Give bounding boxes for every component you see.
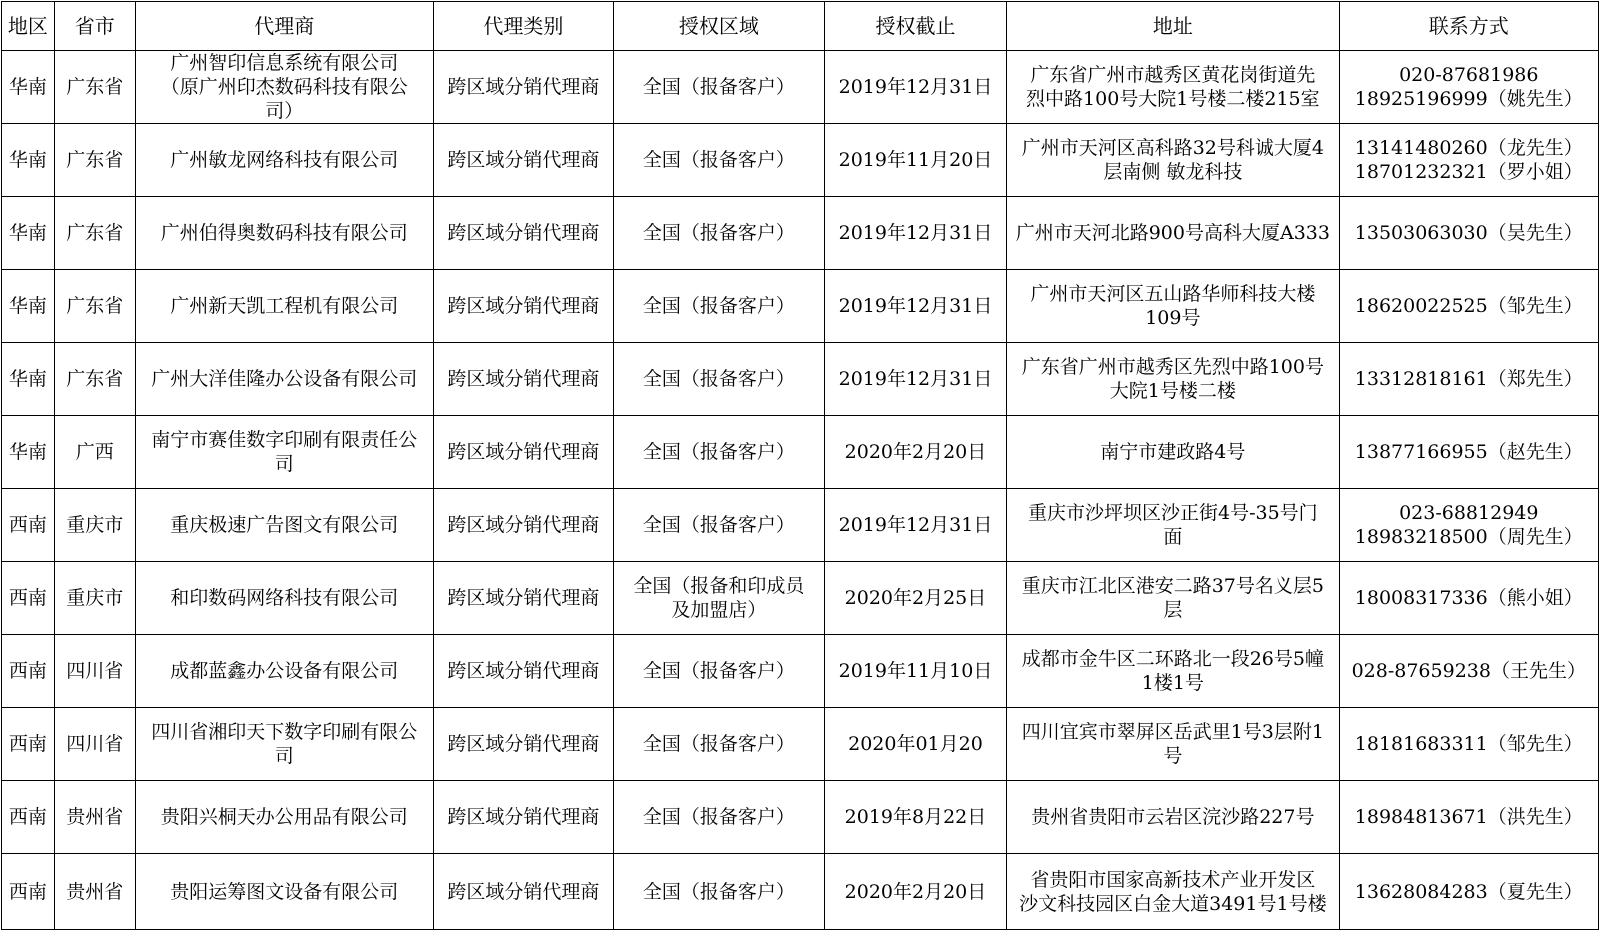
cell-province: 重庆市	[54, 562, 135, 635]
cell-address	[1007, 197, 1339, 270]
cell-authorized-area	[614, 197, 825, 270]
cell-authorized-area	[614, 854, 825, 930]
cell-province: 广东省	[54, 343, 135, 416]
table-row	[2, 416, 1599, 489]
cell-agent-line: 贵阳运筹图文设备有限公司	[170, 880, 399, 903]
cell-deadline: 2020年2月25日	[824, 562, 1006, 635]
cell-authorized-area-line: 全国（报备客户）	[642, 441, 795, 463]
cell-province: 四川省	[54, 708, 135, 781]
cell-address-line: 号	[1163, 745, 1183, 767]
cell-address-line: 沙文科技园区白金大道3491号1号楼	[1019, 892, 1327, 915]
cell-contact	[1339, 781, 1598, 854]
table-row	[2, 270, 1599, 343]
cell-authorized-area-line: 全国（报备客户）	[642, 660, 795, 682]
table-row	[2, 343, 1599, 416]
cell-authorized-area-line: 全国（报备客户）	[642, 514, 795, 536]
cell-deadline: 2020年2月20日	[824, 854, 1006, 930]
cell-deadline: 2020年01月20	[824, 708, 1006, 781]
cell-agent-type: 跨区域分销代理商	[433, 197, 613, 270]
cell-address-line: 广东省广州市越秀区黄花岗街道先	[1030, 64, 1316, 86]
cell-region: 西南	[2, 489, 55, 562]
cell-deadline: 2019年8月22日	[824, 781, 1006, 854]
cell-address-line: 大院1号楼二楼	[1109, 380, 1236, 402]
table-row	[2, 562, 1599, 635]
agent-table	[1, 1, 1599, 930]
table-row	[2, 854, 1599, 930]
cell-deadline: 2019年12月31日	[824, 343, 1006, 416]
cell-contact-line: 13141480260（龙先生）	[1354, 137, 1583, 159]
cell-address-line: 烈中路100号大院1号楼二楼215室	[1026, 88, 1320, 110]
cell-province: 广东省	[54, 51, 135, 124]
cell-contact-line: 18984813671（洪先生）	[1354, 806, 1583, 828]
cell-agent-line: 司	[274, 745, 294, 767]
table-body	[2, 51, 1599, 930]
cell-agent	[135, 635, 433, 708]
table-row	[2, 635, 1599, 708]
cell-agent-type: 跨区域分销代理商	[433, 489, 613, 562]
cell-agent	[135, 562, 433, 635]
cell-authorized-area	[614, 343, 825, 416]
header-deadline: 授权截止	[824, 2, 1006, 51]
cell-address-line: 广州市天河北路900号高科大厦A333	[1015, 222, 1330, 244]
cell-authorized-area-line: 全国（报备客户）	[642, 149, 795, 171]
cell-authorized-area	[614, 124, 825, 197]
cell-contact	[1339, 343, 1598, 416]
cell-region: 华南	[2, 416, 55, 489]
cell-address-line: 四川宜宾市翠屏区岳武里1号3层附1	[1021, 721, 1324, 743]
header-authorized-area: 授权区域	[614, 2, 825, 51]
table-row	[2, 197, 1599, 270]
cell-province: 重庆市	[54, 489, 135, 562]
cell-contact-line: 13503063030（吴先生）	[1354, 222, 1583, 244]
cell-deadline: 2019年12月31日	[824, 489, 1006, 562]
cell-authorized-area-line: 全国（报备和印成员	[633, 575, 805, 597]
cell-deadline: 2019年12月31日	[824, 197, 1006, 270]
cell-province: 广东省	[54, 124, 135, 197]
cell-agent-line: 广州大洋佳隆办公设备有限公司	[151, 368, 418, 390]
table-row	[2, 708, 1599, 781]
cell-agent-type: 跨区域分销代理商	[433, 416, 613, 489]
cell-agent-line: 贵阳兴桐天办公用品有限公司	[160, 806, 408, 828]
cell-region: 西南	[2, 635, 55, 708]
cell-address-line: 面	[1163, 526, 1183, 548]
cell-agent	[135, 343, 433, 416]
table-row	[2, 124, 1599, 197]
cell-address	[1007, 708, 1339, 781]
cell-contact	[1339, 562, 1598, 635]
cell-region: 西南	[2, 781, 55, 854]
cell-address-line: 省贵阳市国家高新技术产业开发区	[1030, 868, 1316, 891]
cell-contact-line: 023-68812949	[1399, 502, 1539, 524]
cell-province: 广东省	[54, 270, 135, 343]
cell-address	[1007, 124, 1339, 197]
cell-address-line: 贵州省贵阳市云岩区浣沙路227号	[1031, 806, 1315, 828]
table-row	[2, 781, 1599, 854]
cell-authorized-area-line: 及加盟店）	[671, 599, 767, 621]
cell-contact-line: 18701232321（罗小姐）	[1354, 161, 1583, 183]
cell-authorized-area	[614, 635, 825, 708]
header-province: 省市	[54, 2, 135, 51]
cell-agent-line: 司）	[265, 100, 304, 122]
table-row	[2, 51, 1599, 124]
cell-agent	[135, 781, 433, 854]
cell-authorized-area-line: 全国（报备客户）	[642, 368, 795, 390]
cell-contact	[1339, 51, 1598, 124]
cell-address	[1007, 781, 1339, 854]
cell-contact	[1339, 416, 1598, 489]
cell-contact	[1339, 489, 1598, 562]
cell-address-line: 109号	[1145, 307, 1201, 329]
cell-agent	[135, 708, 433, 781]
cell-region: 华南	[2, 124, 55, 197]
cell-region: 西南	[2, 562, 55, 635]
cell-authorized-area-line: 全国（报备客户）	[642, 222, 795, 244]
cell-contact-line: 18008317336（熊小姐）	[1354, 587, 1583, 609]
cell-agent-line: 广州敏龙网络科技有限公司	[170, 149, 399, 171]
header-agent: 代理商	[135, 2, 433, 51]
cell-authorized-area	[614, 416, 825, 489]
header-agent-type: 代理类别	[433, 2, 613, 51]
table-row	[2, 489, 1599, 562]
header-row	[2, 2, 1599, 51]
cell-address	[1007, 343, 1339, 416]
cell-address	[1007, 562, 1339, 635]
cell-agent-type: 跨区域分销代理商	[433, 562, 613, 635]
cell-contact	[1339, 270, 1598, 343]
cell-region: 西南	[2, 854, 55, 930]
cell-deadline: 2020年2月20日	[824, 416, 1006, 489]
cell-address	[1007, 51, 1339, 124]
cell-authorized-area	[614, 781, 825, 854]
cell-contact	[1339, 635, 1598, 708]
cell-province: 四川省	[54, 635, 135, 708]
cell-contact	[1339, 197, 1598, 270]
cell-address-line: 1楼1号	[1141, 672, 1204, 694]
cell-address	[1007, 270, 1339, 343]
cell-agent-line: 和印数码网络科技有限公司	[170, 587, 399, 609]
cell-agent-line: 广州伯得奥数码科技有限公司	[160, 222, 408, 244]
cell-agent	[135, 489, 433, 562]
cell-address	[1007, 854, 1339, 930]
cell-agent-line: 南宁市赛佳数字印刷有限责任公	[151, 429, 418, 451]
cell-agent-type: 跨区域分销代理商	[433, 854, 613, 930]
cell-authorized-area	[614, 708, 825, 781]
cell-authorized-area-line: 全国（报备客户）	[642, 806, 795, 828]
cell-authorized-area	[614, 489, 825, 562]
cell-contact-line: 020-87681986	[1399, 64, 1539, 86]
cell-agent-type: 跨区域分销代理商	[433, 708, 613, 781]
table-header	[2, 2, 1599, 51]
cell-agent	[135, 197, 433, 270]
cell-authorized-area-line: 全国（报备客户）	[642, 76, 795, 98]
cell-agent-type: 跨区域分销代理商	[433, 270, 613, 343]
cell-province: 广西	[54, 416, 135, 489]
cell-contact-line: 18620022525（邹先生）	[1354, 295, 1583, 317]
cell-contact-line: 18925196999（姚先生）	[1354, 88, 1583, 110]
cell-agent-line: 成都蓝鑫办公设备有限公司	[170, 660, 399, 682]
cell-deadline: 2019年11月10日	[824, 635, 1006, 708]
cell-province: 贵州省	[54, 854, 135, 930]
cell-agent-type: 跨区域分销代理商	[433, 51, 613, 124]
cell-agent-line: （原广州印杰数码科技有限公	[160, 76, 408, 98]
cell-authorized-area	[614, 51, 825, 124]
header-address: 地址	[1007, 2, 1339, 51]
cell-agent	[135, 124, 433, 197]
cell-agent-line: 广州智印信息系统有限公司	[170, 52, 399, 74]
cell-agent-type: 跨区域分销代理商	[433, 781, 613, 854]
cell-authorized-area	[614, 270, 825, 343]
cell-deadline: 2019年12月31日	[824, 51, 1006, 124]
cell-region: 华南	[2, 51, 55, 124]
cell-agent	[135, 51, 433, 124]
cell-authorized-area	[614, 562, 825, 635]
cell-agent-type: 跨区域分销代理商	[433, 635, 613, 708]
cell-contact-line: 13312818161（郑先生）	[1354, 368, 1583, 390]
cell-contact-line: 13628084283（夏先生）	[1354, 880, 1583, 903]
cell-address-line: 广州市天河区高科路32号科诚大厦4	[1021, 137, 1324, 159]
cell-address-line: 广州市天河区五山路华师科技大楼	[1030, 283, 1316, 305]
cell-agent-line: 四川省湘印天下数字印刷有限公	[151, 721, 418, 743]
cell-address-line: 重庆市沙坪坝区沙正街4号-35号门	[1028, 502, 1318, 524]
cell-deadline: 2019年12月31日	[824, 270, 1006, 343]
cell-address	[1007, 416, 1339, 489]
cell-authorized-area-line: 全国（报备客户）	[642, 880, 795, 903]
cell-region: 华南	[2, 343, 55, 416]
cell-contact-line: 18181683311（邹先生）	[1354, 733, 1583, 755]
cell-agent-type: 跨区域分销代理商	[433, 124, 613, 197]
cell-address	[1007, 635, 1339, 708]
header-contact: 联系方式	[1339, 2, 1598, 51]
cell-contact	[1339, 124, 1598, 197]
cell-address-line: 成都市金牛区二环路北一段26号5幢	[1021, 648, 1324, 670]
header-region: 地区	[2, 2, 55, 51]
cell-authorized-area-line: 全国（报备客户）	[642, 295, 795, 317]
cell-contact-line: 028-87659238（王先生）	[1351, 660, 1586, 682]
cell-region: 华南	[2, 197, 55, 270]
cell-contact-line: 13877166955（赵先生）	[1354, 441, 1583, 463]
cell-address-line: 层	[1163, 599, 1183, 621]
cell-address-line: 广东省广州市越秀区先烈中路100号	[1021, 356, 1324, 378]
cell-contact	[1339, 854, 1598, 930]
cell-agent	[135, 416, 433, 489]
cell-agent	[135, 854, 433, 930]
cell-address-line: 南宁市建政路4号	[1100, 441, 1246, 463]
cell-contact	[1339, 708, 1598, 781]
cell-address-line: 层南侧 敏龙科技	[1103, 161, 1243, 183]
cell-province: 贵州省	[54, 781, 135, 854]
cell-contact-line: 18983218500（周先生）	[1354, 526, 1583, 548]
cell-address-line: 重庆市江北区港安二路37号名义层5	[1021, 575, 1324, 597]
cell-authorized-area-line: 全国（报备客户）	[642, 733, 795, 755]
cell-agent-line: 重庆极速广告图文有限公司	[170, 514, 399, 536]
cell-province: 广东省	[54, 197, 135, 270]
cell-agent-type: 跨区域分销代理商	[433, 343, 613, 416]
cell-address	[1007, 489, 1339, 562]
cell-region: 华南	[2, 270, 55, 343]
cell-deadline: 2019年11月20日	[824, 124, 1006, 197]
cell-agent-line: 广州新天凯工程机有限公司	[170, 295, 399, 317]
cell-agent-line: 司	[274, 453, 294, 475]
cell-region: 西南	[2, 708, 55, 781]
cell-agent	[135, 270, 433, 343]
